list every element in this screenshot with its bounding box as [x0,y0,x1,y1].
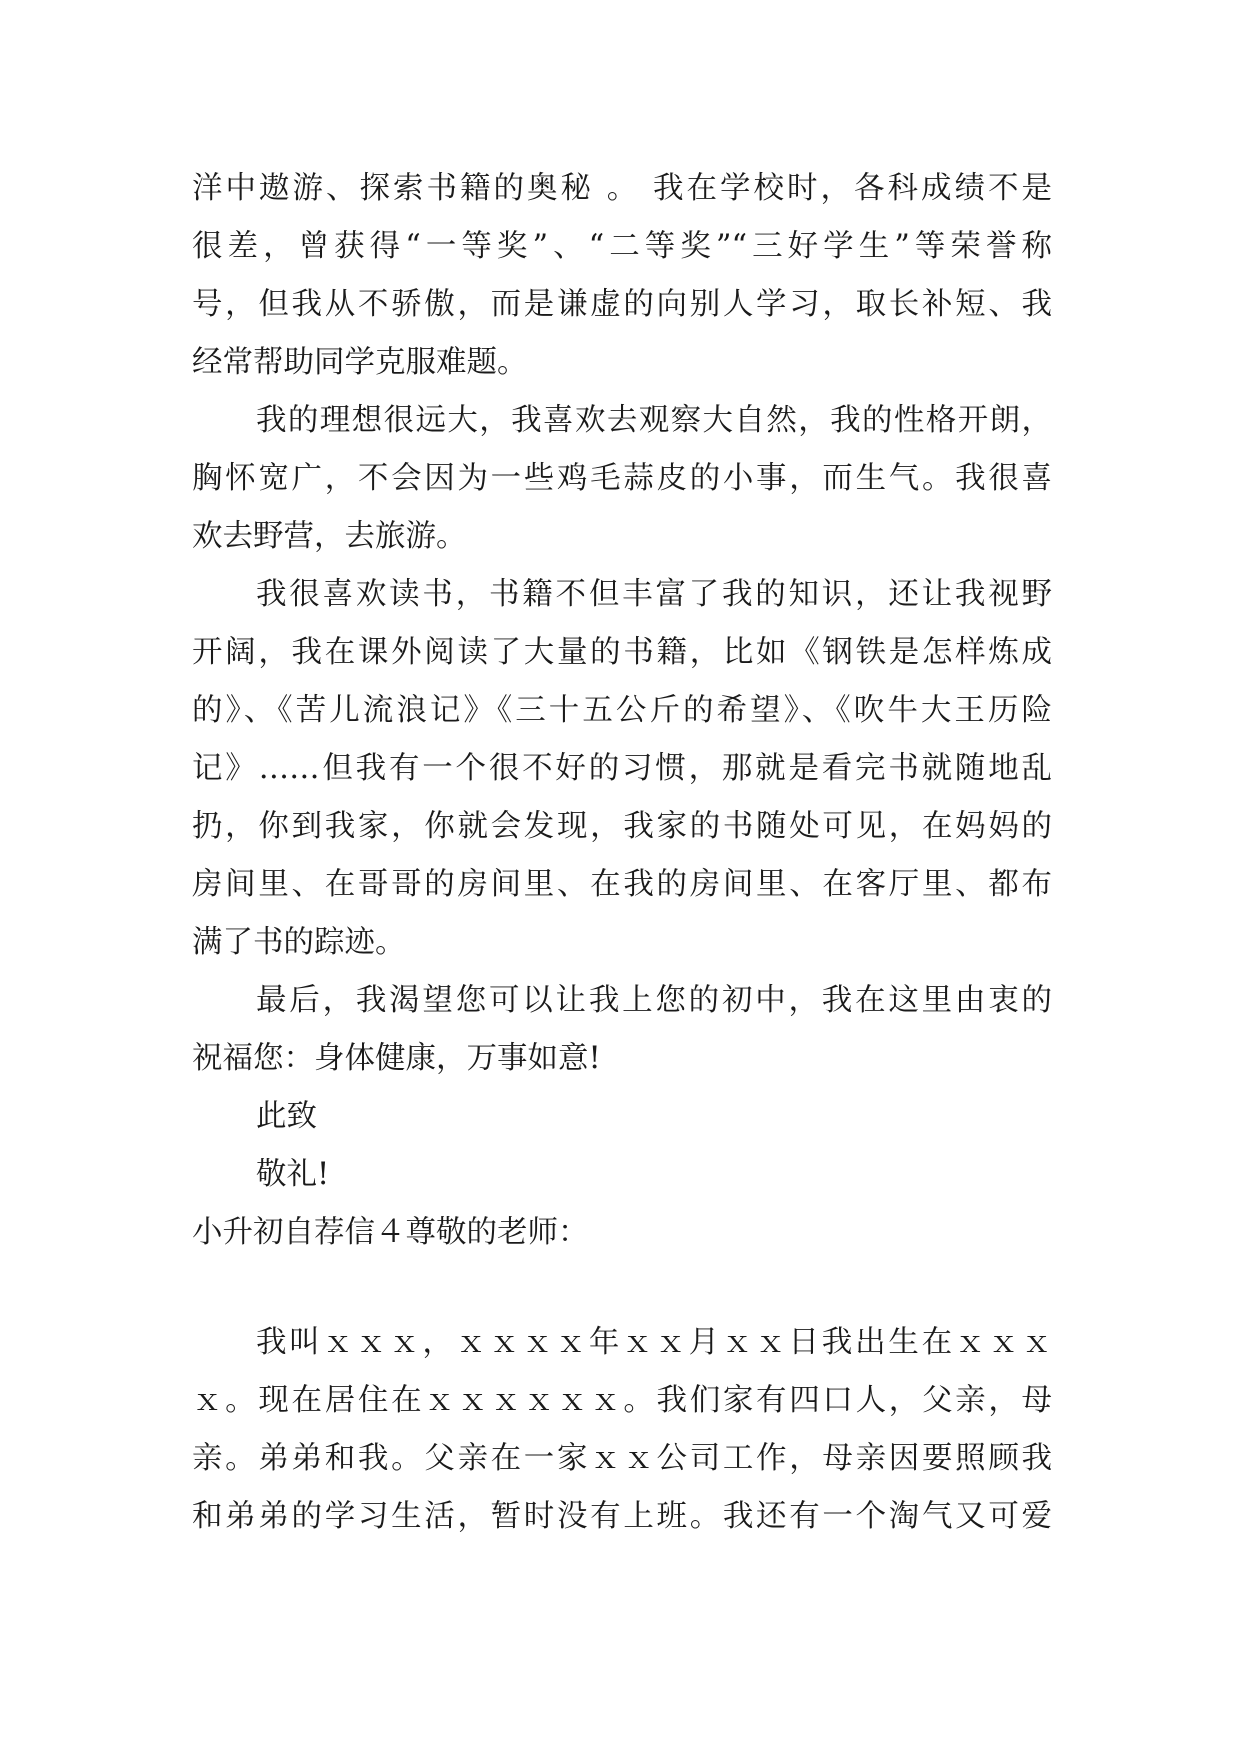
text-line: 我叫ｘｘｘ，ｘｘｘｘ年ｘｘ月ｘｘ日我出生在ｘｘｘ [256,1325,1052,1360]
text-line: 满了书的踪迹。 [192,925,406,960]
text-line: 扔，你到我家，你就会发现，我家的书随处可见，在妈妈的 [192,809,1052,844]
blank-spacer [192,1262,1052,1314]
text-line: 开阔，我在课外阅读了大量的书籍，比如《钢铁是怎样炼成 [192,635,1052,670]
text-line: ｘ。现在居住在ｘｘｘｘｘｘ。我们家有四口人，父亲，母 [192,1383,1052,1418]
paragraph-study [192,160,1052,392]
text-line: 我的理想很远大，我喜欢去观察大自然，我的性格开朗， [256,403,1052,438]
paragraph-wishes [192,972,1052,1088]
document-page [192,160,1052,1546]
paragraph-introduction [192,1314,1052,1546]
closing-salutation [192,1088,1052,1204]
closing-line: 敬礼! [256,1157,330,1192]
paragraph-ideal [192,392,1052,566]
text-line: 房间里、在哥哥的房间里、在我的房间里、在客厅里、都布 [192,867,1052,902]
text-line: 欢去野营，去旅游。 [192,519,467,554]
text-line: 洋中遨游、探索书籍的奥秘 。 我在学校时，各科成绩不是 [192,171,1052,206]
text-line: 经常帮助同学克服难题。 [192,345,528,380]
closing-line: 此致 [256,1099,317,1134]
text-line: 记》……但我有一个很不好的习惯，那就是看完书就随地乱 [192,751,1052,786]
text-line: 很差，曾获得“一等奖”、“二等奖”“三好学生”等荣誉称 [192,229,1052,264]
text-line: 号，但我从不骄傲，而是谦虚的向别人学习，取长补短、我 [192,287,1052,322]
paragraph-reading [192,566,1052,972]
text-line: 最后，我渴望您可以让我上您的初中，我在这里由衷的 [256,983,1052,1018]
text-line: 祝福您：身体健康，万事如意! [192,1041,601,1076]
text-line: 的》、《苦儿流浪记》《三十五公斤的希望》、《吹牛大王历险 [192,693,1052,728]
text-line: 和弟弟的学习生活，暂时没有上班。我还有一个淘气又可爱 [192,1499,1052,1534]
text-line: 胸怀宽广，不会因为一些鸡毛蒜皮的小事，而生气。我很喜 [192,461,1052,496]
text-line: 亲。弟弟和我。父亲在一家ｘｘ公司工作，母亲因要照顾我 [192,1441,1052,1476]
text-line: 我很喜欢读书，书籍不但丰富了我的知识，还让我视野 [256,577,1052,612]
letter-heading: 小升初自荐信４尊敬的老师： [192,1215,589,1250]
